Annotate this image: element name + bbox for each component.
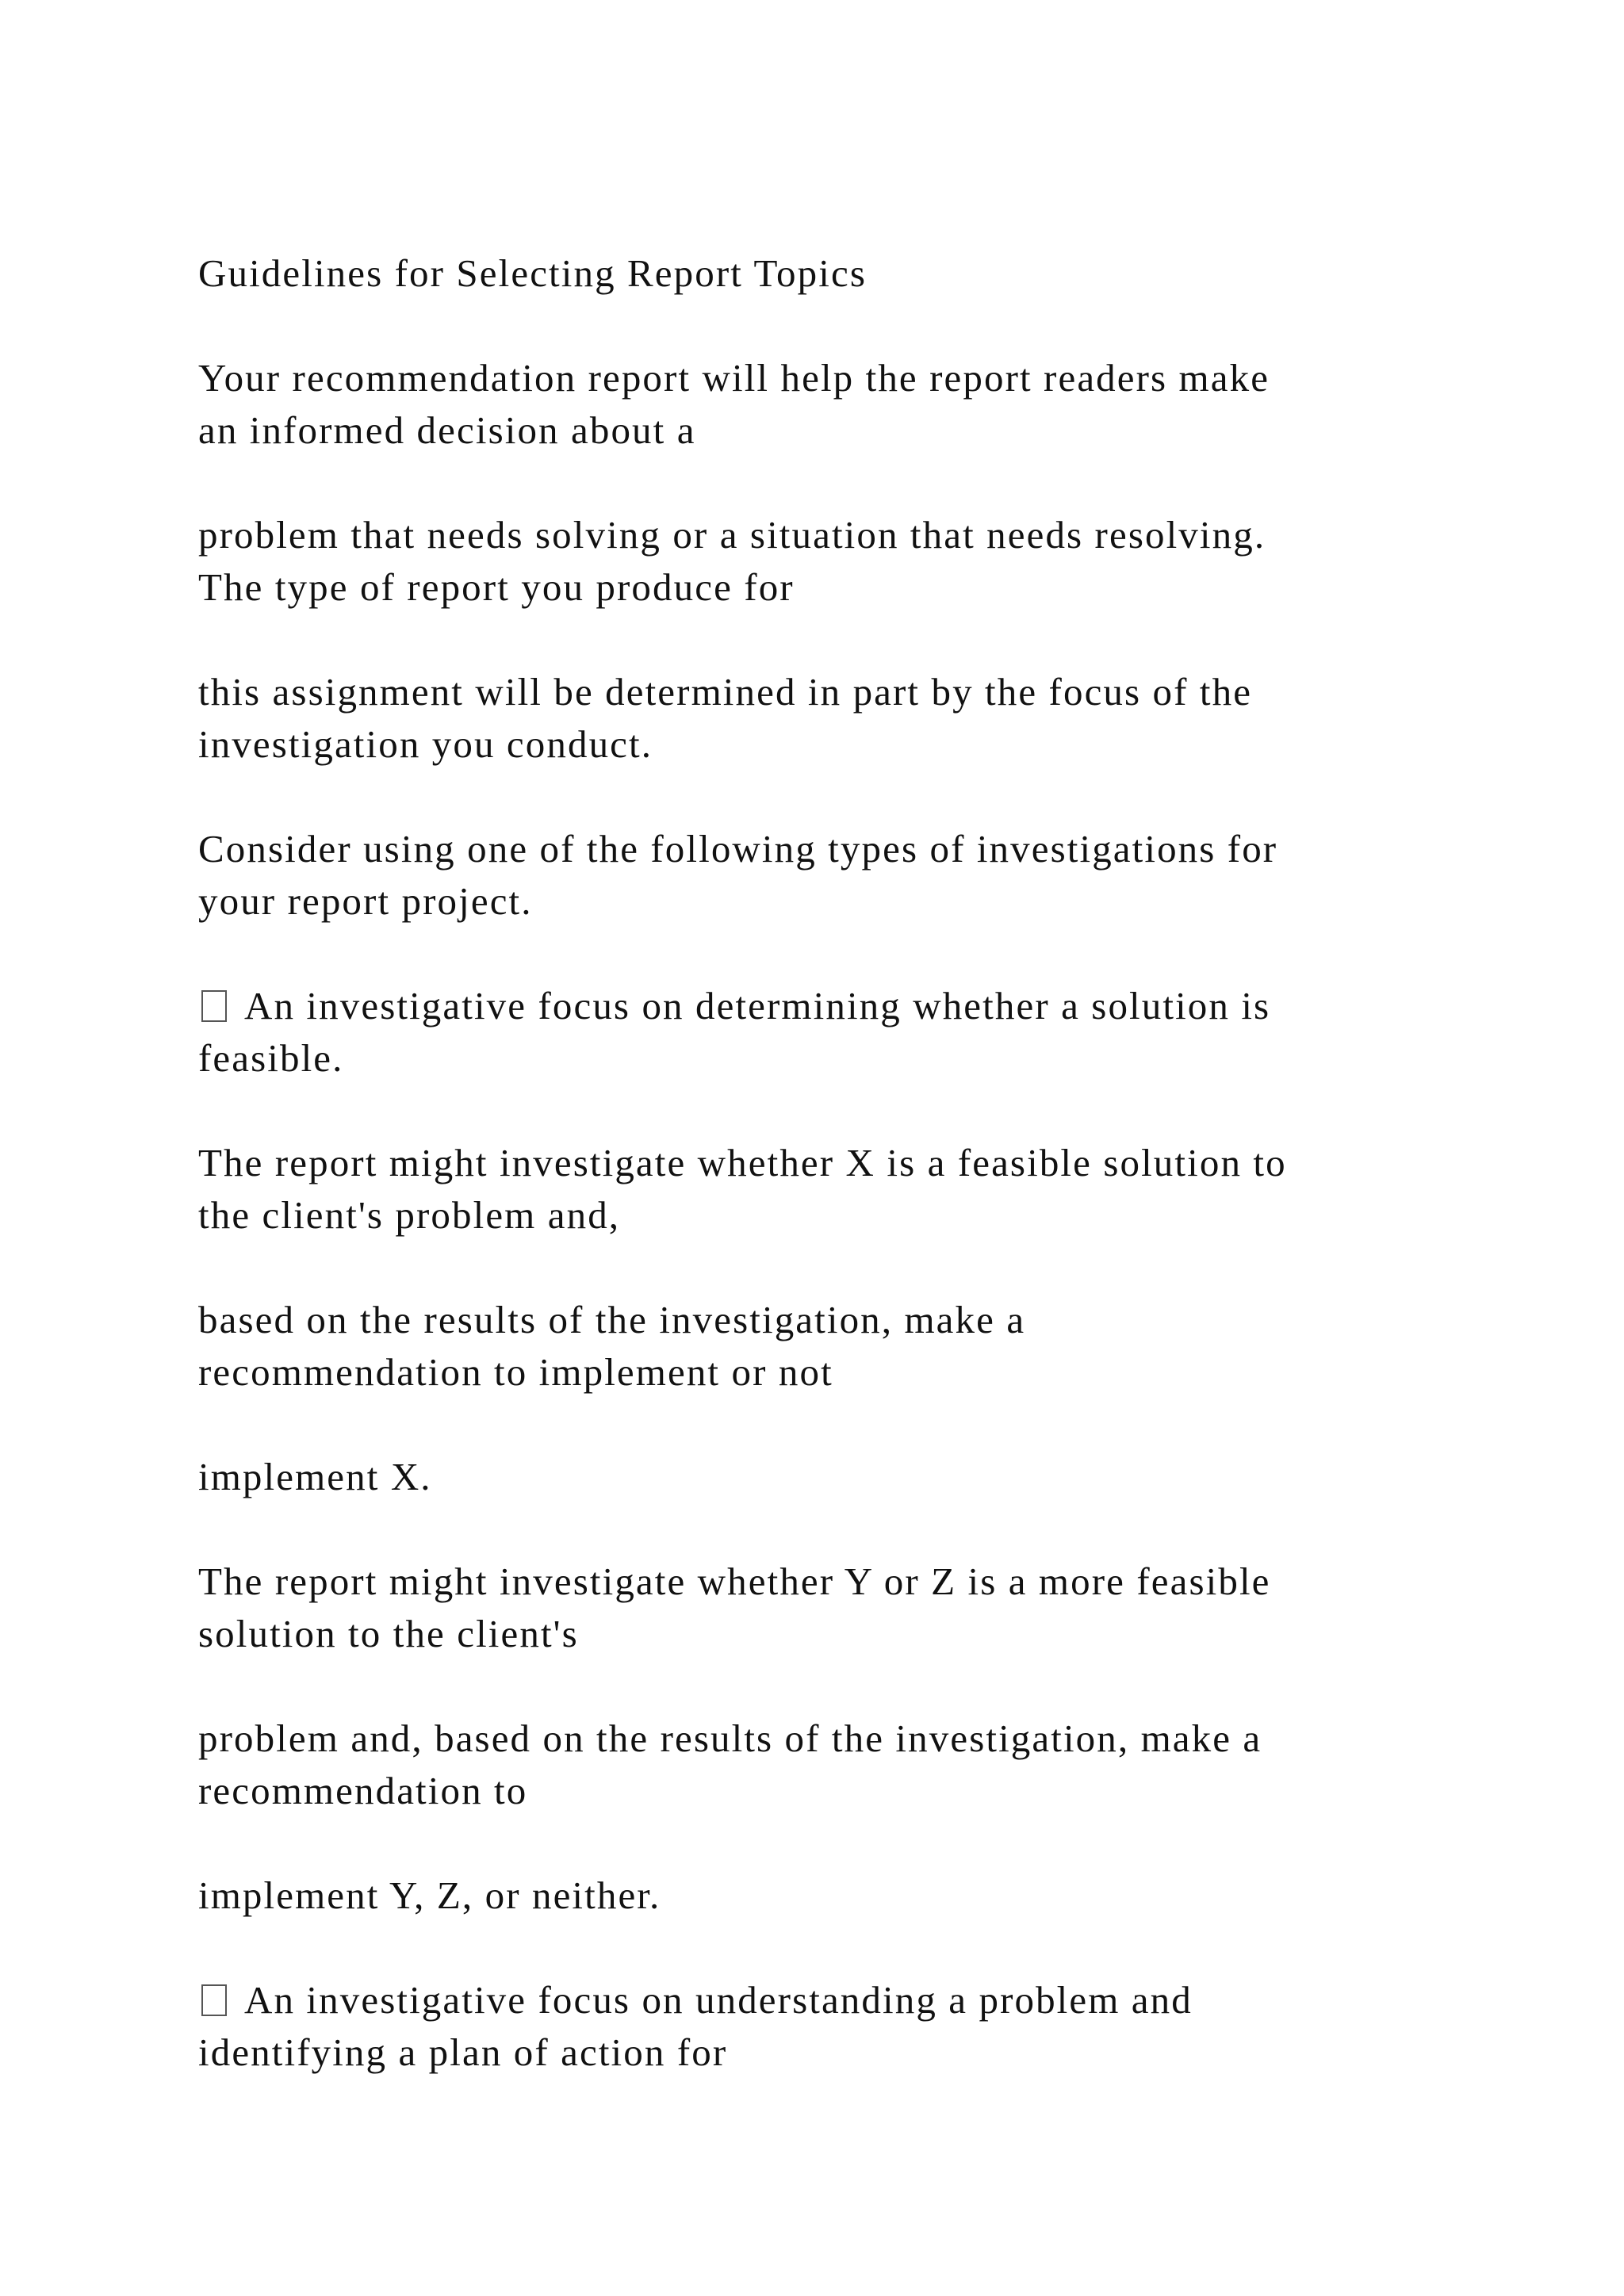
paragraph bbox=[198, 1869, 1467, 1922]
paragraph-line: this assignment will be determined in part by the focus of the bbox=[198, 670, 1253, 714]
paragraph-line: your report project. bbox=[198, 879, 533, 923]
paragraph-line: The type of report you produce for bbox=[198, 565, 795, 609]
paragraph bbox=[198, 509, 1467, 614]
bullet-text: An investigative focus on understanding a problem and bbox=[244, 1978, 1193, 2022]
missing-glyph-box-icon bbox=[201, 1984, 227, 2016]
paragraph-line bbox=[198, 980, 1467, 1032]
bullet-paragraph bbox=[198, 1974, 1467, 2079]
paragraph bbox=[198, 1451, 1467, 1503]
paragraph-line: investigation you conduct. bbox=[198, 722, 653, 766]
missing-glyph-box-icon bbox=[201, 990, 227, 1022]
paragraph bbox=[198, 1556, 1467, 1660]
paragraph-line bbox=[198, 1974, 1467, 2026]
title-text: Guidelines for Selecting Report Topics bbox=[198, 251, 867, 295]
paragraph-line: based on the results of the investigation, make a bbox=[198, 1298, 1026, 1341]
paragraph bbox=[198, 666, 1467, 771]
paragraph-line: implement Y, Z, or neither. bbox=[198, 1873, 661, 1917]
paragraph-line: problem and, based on the results of the investigation, make a bbox=[198, 1716, 1262, 1760]
paragraph-line: problem that needs solving or a situation that needs resolving. bbox=[198, 513, 1266, 557]
paragraph-line: an informed decision about a bbox=[198, 408, 696, 452]
paragraph-line: implement X. bbox=[198, 1455, 432, 1498]
document-body bbox=[198, 247, 1467, 2131]
bullet-text: An investigative focus on determining whether a solution is bbox=[244, 984, 1271, 1027]
paragraph-line: recommendation to bbox=[198, 1769, 528, 1812]
bullet-paragraph bbox=[198, 980, 1467, 1085]
paragraph-line: solution to the client's bbox=[198, 1612, 579, 1655]
paragraph-line: feasible. bbox=[198, 1036, 344, 1080]
paragraph-line: recommendation to implement or not bbox=[198, 1350, 833, 1394]
paragraph-line: Consider using one of the following types of investigations for bbox=[198, 827, 1278, 871]
paragraph-line: the client's problem and, bbox=[198, 1193, 621, 1237]
paragraph bbox=[198, 1294, 1467, 1399]
document-title bbox=[198, 247, 1467, 300]
paragraph bbox=[198, 1137, 1467, 1242]
paragraph-line: Your recommendation report will help the report readers make bbox=[198, 356, 1270, 400]
paragraph bbox=[198, 352, 1467, 457]
paragraph-line: identifying a plan of action for bbox=[198, 2030, 728, 2074]
paragraph-line: The report might investigate whether Y or Z is a more feasible bbox=[198, 1559, 1271, 1603]
paragraph bbox=[198, 823, 1467, 928]
paragraph-line: The report might investigate whether X is a feasible solution to bbox=[198, 1141, 1287, 1184]
paragraph bbox=[198, 1712, 1467, 1817]
